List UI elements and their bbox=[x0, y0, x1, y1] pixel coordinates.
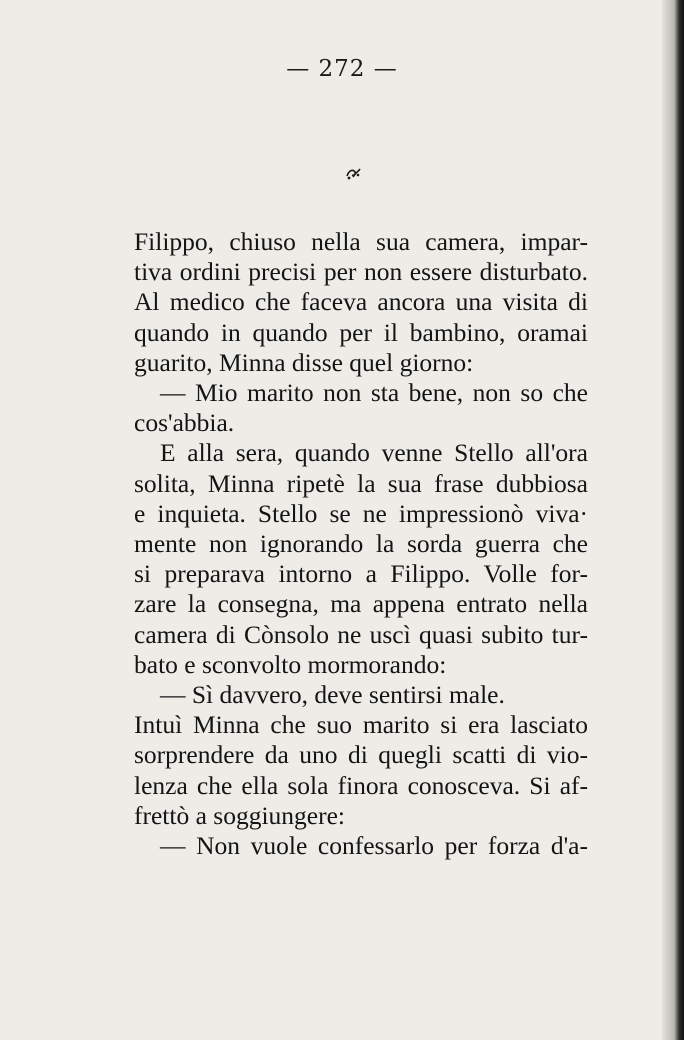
text-line: — Non vuole confessarlo per forza d'a- bbox=[160, 831, 588, 861]
body-text bbox=[134, 227, 588, 861]
text-line: e inquieta. Stello se ne impressionò viva· bbox=[134, 498, 588, 528]
text-line: Filippo, chiuso nella sua camera, impar- bbox=[134, 227, 588, 256]
text-line: quando in quando per il bambino, oramai bbox=[134, 317, 588, 347]
page-number: — 272 — bbox=[286, 56, 398, 82]
text-line: lenza che ella sola finora conosceva. Si af- bbox=[134, 770, 588, 800]
text-line: bato e sconvolto mormorando: bbox=[134, 649, 447, 679]
text-line: zare la consegna, ma appena entrato nella bbox=[134, 589, 588, 619]
fleuron-icon bbox=[344, 164, 362, 182]
text-line: — Sì davvero, deve sentirsi male. bbox=[160, 680, 505, 710]
text-line: camera di Cònsolo ne uscì quasi subito tur- bbox=[134, 619, 588, 649]
text-line: sorprendere da uno di quegli scatti di vio- bbox=[134, 740, 588, 770]
text-line: — Mio marito non sta bene, non so che bbox=[160, 378, 588, 408]
text-line: Al medico che faceva ancora una visita di bbox=[134, 287, 588, 317]
text-line: E alla sera, quando venne Stello all'ora bbox=[160, 438, 588, 468]
text-line: frettò a soggiungere: bbox=[134, 800, 346, 830]
text-line: mente non ignorando la sorda guerra che bbox=[134, 529, 588, 559]
text-line: Intuì Minna che suo marito si era lasciato bbox=[134, 710, 588, 740]
text-line: solita, Minna ripetè la sua frase dubbiosa bbox=[134, 468, 588, 498]
book-spine-edge bbox=[662, 0, 684, 1040]
text-line: si preparava intorno a Filippo. Volle for- bbox=[134, 559, 588, 589]
text-line: tiva ordini precisi per non essere disturbato. bbox=[134, 257, 588, 287]
text-line: guarito, Minna disse quel giorno: bbox=[134, 347, 474, 377]
text-line: cos'abbia. bbox=[134, 408, 235, 438]
